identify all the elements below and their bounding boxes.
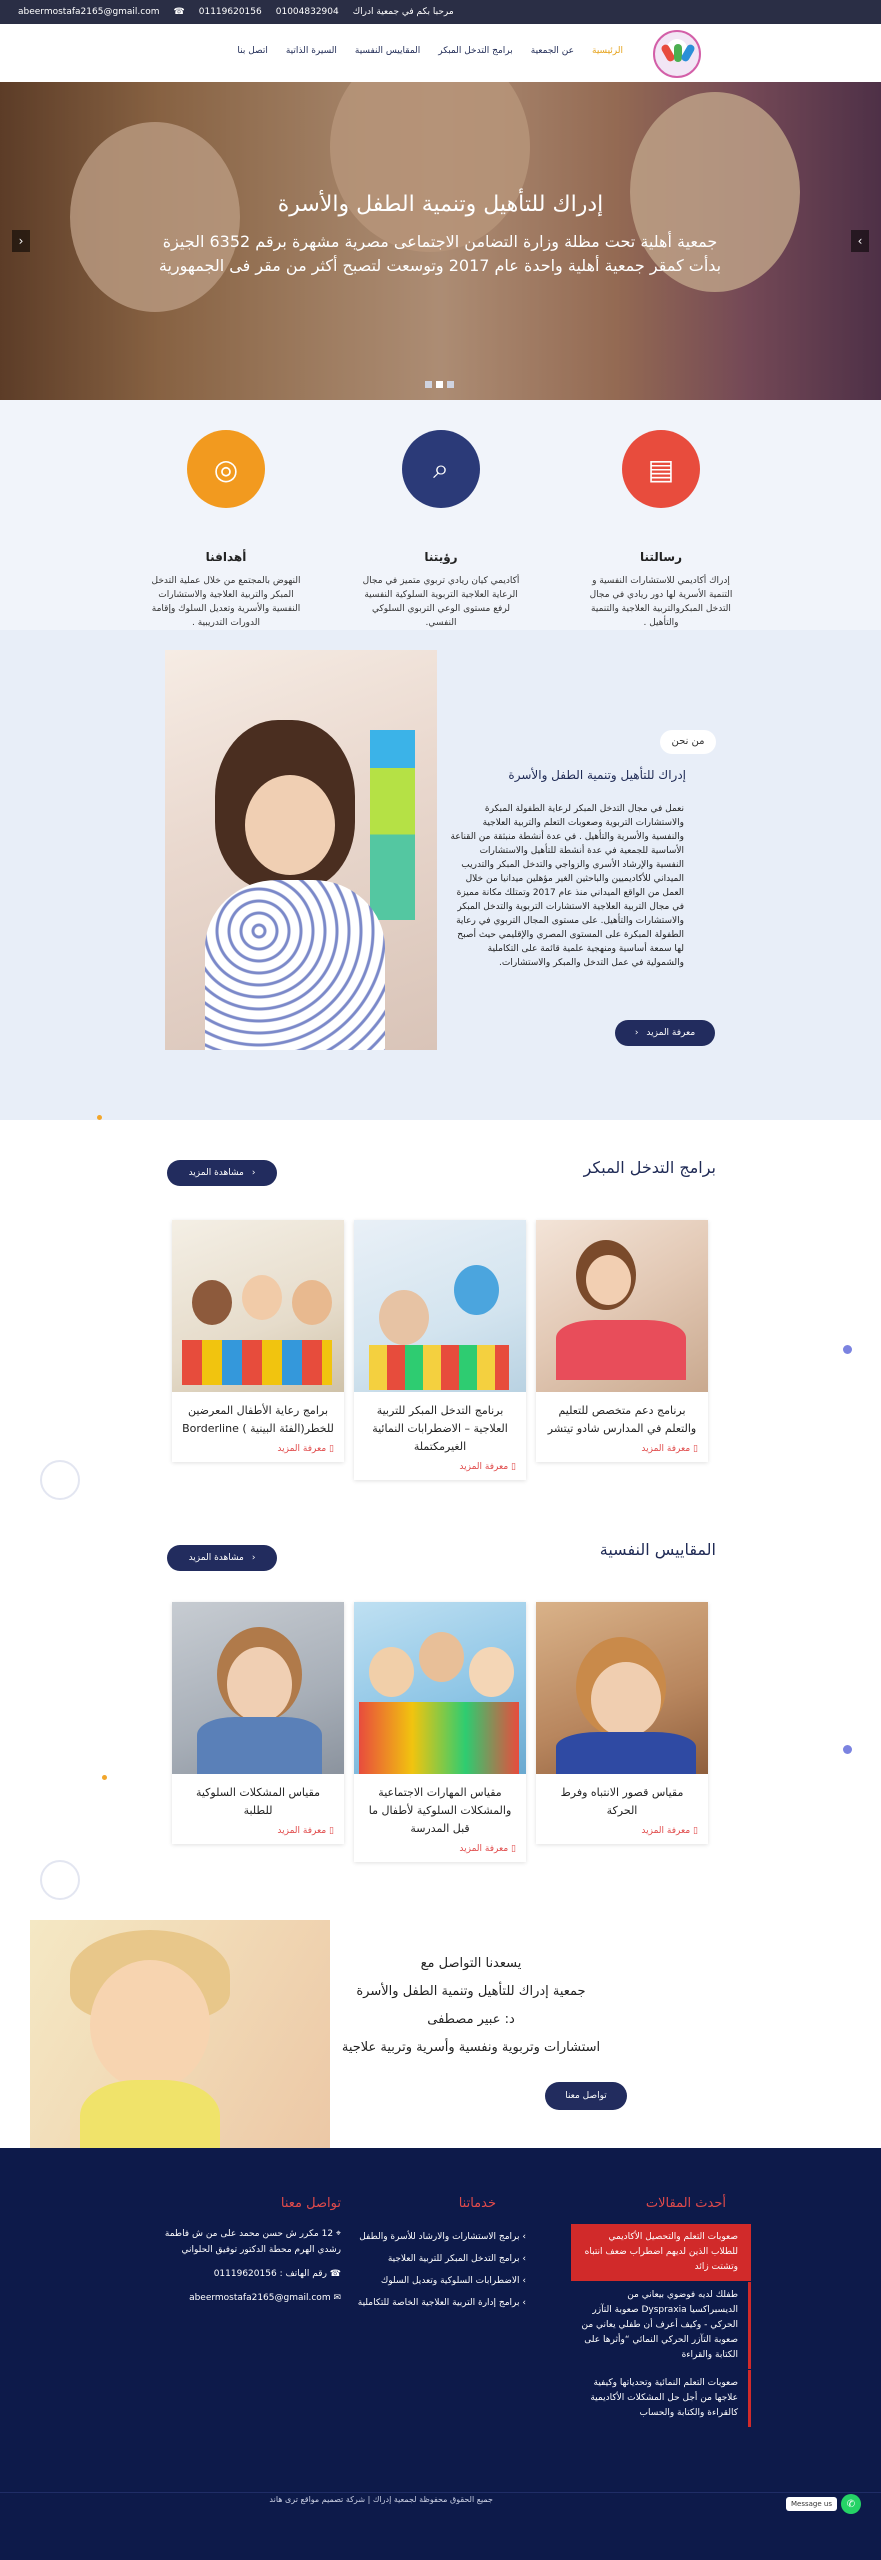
footer-service-link[interactable]: › برامج الاستشارات والارشاد للأسرة والطفل (359, 2232, 526, 2242)
scales-more-button[interactable] (167, 1545, 277, 1571)
site-logo[interactable] (653, 30, 701, 78)
phone-2-text[interactable]: 01119620156 (198, 7, 262, 17)
nav-item-scales[interactable]: المقاييس النفسية (354, 46, 421, 56)
scale-card-caption: مقياس المشكلات السلوكية للطلبة (195, 1786, 321, 1817)
program-card-link[interactable]: ▯ معرفة المزيد (641, 1444, 698, 1454)
about-label: من نحن (660, 730, 716, 754)
scale-card[interactable] (354, 1602, 526, 1862)
hero-slider (0, 82, 881, 400)
features-section (0, 400, 881, 630)
about-text: نعمل في مجال التدخل المبكر لرعاية الطفولة المبكرة والاستشارات التربوية وصعوبات التعلم والتربية العلاجية والنفسية والأسرية والتأهيل . في عدة أنشطة منبثقة من القناعة الأساسية للجمعية في عدة أنشطة للتأهيل والاستشارات النفسية والإرشاد الأسري والزواجي والتدخل المبكر والتدريب الميداني للأكاديميين والباحثين الغير مؤهلين ميدانيا من خلال العمل من الواقع الميداني منذ عام 2017 وتمتلك مكانة مميزة في مجال التربية العلاجية الاستشارات التربوية والتدخل المبكر والاستشارات والتأهيل. على مستوى المجال التربوي في رعاية الطفولة المبكرة على المستوى المصري والإقليمي حيث أصبح لها سمعة أساسية ومنهجية علمية قائمة على التكاملية والشمولية في عمل التدخل والمبكر والاستشارات. (450, 804, 684, 968)
service-label: برامج إدارة التربية العلاجية الخاصة للتكاملية (357, 2298, 520, 2308)
about-title: إدراك للتأهيل وتنمية الطفل والأسرة (508, 768, 686, 782)
scale-card-link-label: معرفة المزيد (277, 1826, 327, 1836)
program-card-link[interactable]: ▯ معرفة المزيد (277, 1444, 334, 1454)
program-card[interactable] (172, 1220, 344, 1462)
programs-more-label: مشاهدة المزيد (188, 1168, 244, 1178)
contact-line-3: د: عبير مصطفى (427, 2012, 515, 2027)
footer-contact-list (161, 2226, 341, 2306)
scales-title: المقاييس النفسية (599, 1540, 716, 1559)
program-card-link[interactable]: ▯ معرفة المزيد (459, 1462, 516, 1472)
program-card-image (536, 1220, 708, 1392)
contact-photo (30, 1920, 330, 2148)
scale-card-image (536, 1602, 708, 1774)
footer-service-link[interactable]: › برامج إدارة التربية العلاجية الخاصة للتكاملية (357, 2298, 526, 2308)
slider-dots (425, 381, 454, 388)
slide-dot-active[interactable] (436, 381, 443, 388)
programs-title: برامج التدخل المبكر (583, 1158, 716, 1177)
scale-card-image (354, 1602, 526, 1774)
email-text: abeermostafa2165@gmail.com (189, 2293, 331, 2303)
decor-circle (40, 1860, 80, 1900)
contact-us-button[interactable]: تواصل معنا (545, 2082, 627, 2110)
program-card-caption: برنامج التدخل المبكر للتربية العلاجية – الاضطرابات النمائية الغيرمكتملة (372, 1404, 508, 1453)
location-icon: ⌖ (333, 2229, 341, 2239)
feature-text: النهوض بالمجتمع من خلال عملية التدخل المبكر والتربية العلاجية والاستشارات النفسية والأسرية وتعديل السلوك وإقامة الدورات التدريبية . (151, 576, 301, 628)
arrow-left-icon: ‹ (251, 1553, 256, 1563)
scale-card-link-label: معرفة المزيد (459, 1844, 509, 1854)
feature-goals (146, 430, 306, 630)
scale-card-link[interactable]: ▯ معرفة المزيد (459, 1844, 516, 1854)
feature-title: أهدافنا (205, 550, 247, 564)
email-text[interactable]: abeermostafa2165@gmail.com (18, 7, 160, 17)
nav-item-programs[interactable]: برامج التدخل المبكر (438, 46, 513, 56)
scale-card-link-label: معرفة المزيد (641, 1826, 691, 1836)
welcome-text: مرحبا بكم في جمعية ادراك (352, 7, 454, 17)
service-label: برامج التدخل المبكر للتربية العلاجية (387, 2254, 520, 2264)
program-card-image (354, 1220, 526, 1392)
whatsapp-widget[interactable] (786, 2494, 866, 2514)
top-bar (0, 0, 881, 24)
document-check-icon: ▤ (622, 430, 700, 508)
copyright-text: جميع الحقوق محفوظة لجمعية إدراك | شركة تصميم مواقع ترى هاند (269, 2495, 493, 2504)
service-label: برامج الاستشارات والارشاد للأسرة والطفل (359, 2232, 520, 2242)
program-card-image (172, 1220, 344, 1392)
address-text: 12 مكرر ش حسن محمد على من ش فاطمة رشدي الهرم محطة الدكتور توفيق الحلواني (164, 2229, 341, 2255)
decor-dot (102, 1775, 107, 1780)
contact-line-4: استشارات وتربوية ونفسية وأسرية وتربية علاجية (341, 2040, 601, 2055)
program-card[interactable] (536, 1220, 708, 1462)
footer-services-list (316, 2226, 526, 2314)
scale-card-caption: مقياس قصور الانتباه وفرط الحركة (560, 1786, 684, 1817)
phone-1-text[interactable]: 01004832904 (275, 7, 339, 17)
decor-dot (97, 1115, 102, 1120)
feature-title: رؤيتنا (424, 550, 458, 564)
scale-card-link[interactable]: ▯ معرفة المزيد (277, 1826, 334, 1836)
scale-card-caption: مقياس المهارات الاجتماعية والمشكلات السلوكية لأطفال ما قبل المدرسة (368, 1786, 512, 1835)
decor-circle (40, 1460, 80, 1500)
main-nav (237, 46, 623, 56)
contact-text (321, 1950, 621, 2062)
programs-more-button[interactable] (167, 1160, 277, 1186)
nav-item-contact[interactable]: اتصل بنا (237, 46, 268, 56)
nav-item-home[interactable]: الرئيسية (592, 46, 623, 56)
footer-address (161, 2226, 341, 2258)
footer-phone[interactable] (161, 2266, 341, 2282)
program-card-caption: برنامج دعم متخصص للتعليم والتعلم في المدارس شادو تيتشر (547, 1404, 697, 1435)
footer-post-link[interactable]: صعوبات التعلم والتحصيل الأكاديمي للطلاب الذين لديهم اضطراب ضعف انتباه وتشتت زائد (571, 2224, 751, 2281)
footer-contact-title: تواصل معنا (280, 2196, 341, 2211)
target-icon: ◎ (187, 430, 265, 508)
hero-line-2: بدأت كمقر جمعية أهلية واحدة عام 2017 وتوسعت لتصبح أكثر من مقر فى الجمهورية (158, 256, 722, 275)
decor-dot (843, 1345, 852, 1354)
footer-posts-title: أحدث المقالات (645, 2196, 726, 2211)
whatsapp-icon: ✆ (841, 2494, 861, 2514)
hero-line-1: جمعية أهلية تحت مظلة وزارة التضامن الاجتماعى مصرية مشهرة برقم 6352 الجيزة (162, 232, 718, 251)
chevron-left-icon: ‹ (634, 1028, 639, 1038)
about-more-label: معرفة المزيد (646, 1028, 696, 1038)
footer-post-link[interactable]: طفلك لديه فوضوي بيعاني من الديسبراكسيا Dyspraxia صعوبة التآزر الحركي - وكيف أعرف أن طفلي يعاني من صعوبة التآزر الحركي النمائي “وأثرها على الكتابة والقراءة (571, 2282, 751, 2369)
contact-line-2: جمعية إدراك للتأهيل وتنمية الطفل والأسرة (356, 1984, 586, 1999)
slide-dot[interactable] (425, 381, 432, 388)
slide-dot[interactable] (447, 381, 454, 388)
footer-service-link[interactable]: › برامج التدخل المبكر للتربية العلاجية (387, 2254, 526, 2264)
phone-icon: ☎ (326, 2269, 341, 2279)
footer-post-link[interactable]: صعوبات التعلم النمائية وتحدياتها وكيفية علاجها من أجل حل المشكلات الأكاديمية كالقراءة والكتابة والحساب (571, 2370, 751, 2427)
program-card-caption: برامج رعاية الأطفال المعرضين للخطر(الفئة البينية ) Borderline (182, 1404, 334, 1435)
footer-email[interactable] (161, 2290, 341, 2306)
hero-title: إدراك للتأهيل وتنمية الطفل والأسرة (277, 192, 604, 217)
program-card-link-label: معرفة المزيد (277, 1444, 327, 1454)
nav-item-cv[interactable]: السيرة الذاتية (285, 46, 337, 56)
arrow-left-icon: ‹ (251, 1168, 256, 1178)
service-label: الاضطرابات السلوكية وتعديل السلوك (380, 2276, 520, 2286)
chevron-right-icon[interactable]: › (851, 230, 869, 252)
feature-vision (361, 430, 521, 630)
feature-text: أكاديمي كيان ريادي تربوي متميز في مجال الرعاية العلاجية التربوية السلوكية النفسية لرفع مستوى الوعي التربوي السلوكي النفسي. (362, 576, 520, 628)
scale-card-image (172, 1602, 344, 1774)
phone-icon: ☎ (173, 7, 185, 17)
scale-card-link[interactable]: ▯ معرفة المزيد (641, 1826, 698, 1836)
scale-card[interactable] (536, 1602, 708, 1844)
phone-text: رقم الهاتف : 01119620156 (213, 2269, 327, 2279)
footer-service-link[interactable]: › الاضطرابات السلوكية وتعديل السلوك (380, 2276, 526, 2286)
site-header (0, 24, 881, 82)
feature-title: رسالتنا (639, 550, 683, 564)
scales-more-label: مشاهدة المزيد (188, 1553, 244, 1563)
contact-line-1: يسعدنا التواصل مع (420, 1956, 522, 1971)
about-more-button[interactable] (615, 1020, 715, 1046)
footer-services-title: خدماتنا (458, 2196, 496, 2211)
program-card[interactable] (354, 1220, 526, 1480)
hero-subtitle (140, 230, 740, 278)
scale-card[interactable] (172, 1602, 344, 1844)
program-card-link-label: معرفة المزيد (641, 1444, 691, 1454)
mail-icon: ✉ (330, 2293, 341, 2303)
chevron-left-icon[interactable]: ‹ (12, 230, 30, 252)
about-section (0, 630, 881, 1120)
about-photo (165, 650, 437, 1050)
feature-mission (581, 430, 741, 630)
site-footer (0, 2148, 881, 2560)
decor-dot (843, 1745, 852, 1754)
contact-section (0, 1920, 881, 2148)
program-card-link-label: معرفة المزيد (459, 1462, 509, 1472)
nav-item-about[interactable]: عن الجمعية (530, 46, 574, 56)
clipboard-search-icon: ⌕ (402, 430, 480, 508)
whatsapp-label: Message us (786, 2497, 837, 2511)
feature-text: إدراك أكاديمي للاستشارات النفسية و التنمية الأسرية لها دور ريادي في مجال التدخل المبكروالتربية العلاجية والتنمية والتأهيل . (589, 576, 733, 628)
